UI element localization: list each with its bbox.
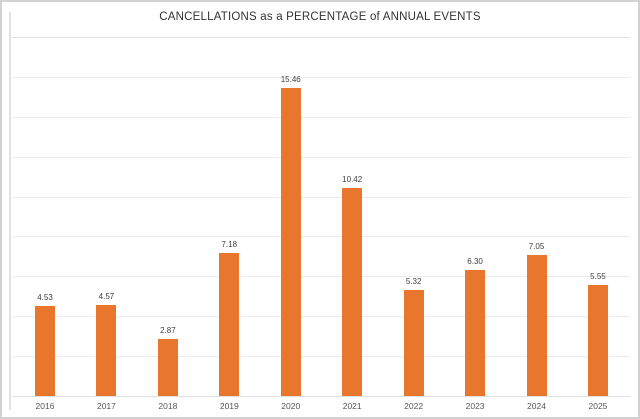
gridline <box>12 37 630 38</box>
bar-value-label: 10.42 <box>342 175 363 185</box>
x-axis-label: 2018 <box>158 401 178 411</box>
x-axis-label: 2023 <box>465 401 485 411</box>
gridline <box>12 77 630 78</box>
gridline <box>12 117 630 118</box>
bar-2017 <box>96 305 116 396</box>
bar-value-label: 7.05 <box>528 242 545 252</box>
bar-value-label: 5.32 <box>405 276 422 286</box>
bar-2019 <box>219 253 239 396</box>
bar-value-label: 6.30 <box>467 257 483 267</box>
x-axis-label: 2025 <box>588 401 608 411</box>
bar-2016 <box>35 306 55 396</box>
x-axis-label: 2021 <box>342 401 362 411</box>
x-axis-baseline <box>12 396 630 397</box>
gridline <box>12 157 630 158</box>
bar-2022 <box>404 290 424 396</box>
bar-2018 <box>158 339 178 396</box>
x-axis-label: 2019 <box>219 401 239 411</box>
bar-2025 <box>588 285 608 396</box>
bar-2024 <box>527 255 547 396</box>
bar-value-label: 7.18 <box>221 239 238 249</box>
bar-value-label: 4.57 <box>98 291 115 301</box>
left-inner-border <box>9 12 11 410</box>
gridline <box>12 236 630 237</box>
bar-2023 <box>465 270 485 396</box>
x-axis-label: 2020 <box>281 401 301 411</box>
chart-title: CANCELLATIONS as a PERCENTAGE of ANNUAL EVENTS <box>159 11 481 23</box>
x-axis-label: 2024 <box>527 401 546 411</box>
x-axis-label: 2022 <box>404 401 424 411</box>
bar-value-label: 5.55 <box>590 272 606 282</box>
gridline <box>12 197 630 198</box>
x-axis-label: 2016 <box>35 401 55 411</box>
bar-2020 <box>281 88 301 396</box>
bar-value-label: 15.46 <box>280 74 301 84</box>
bar-value-label: 2.87 <box>160 325 176 335</box>
x-axis-label: 2017 <box>96 401 116 411</box>
bar-2021 <box>342 188 362 396</box>
bar-value-label: 4.53 <box>37 292 53 302</box>
